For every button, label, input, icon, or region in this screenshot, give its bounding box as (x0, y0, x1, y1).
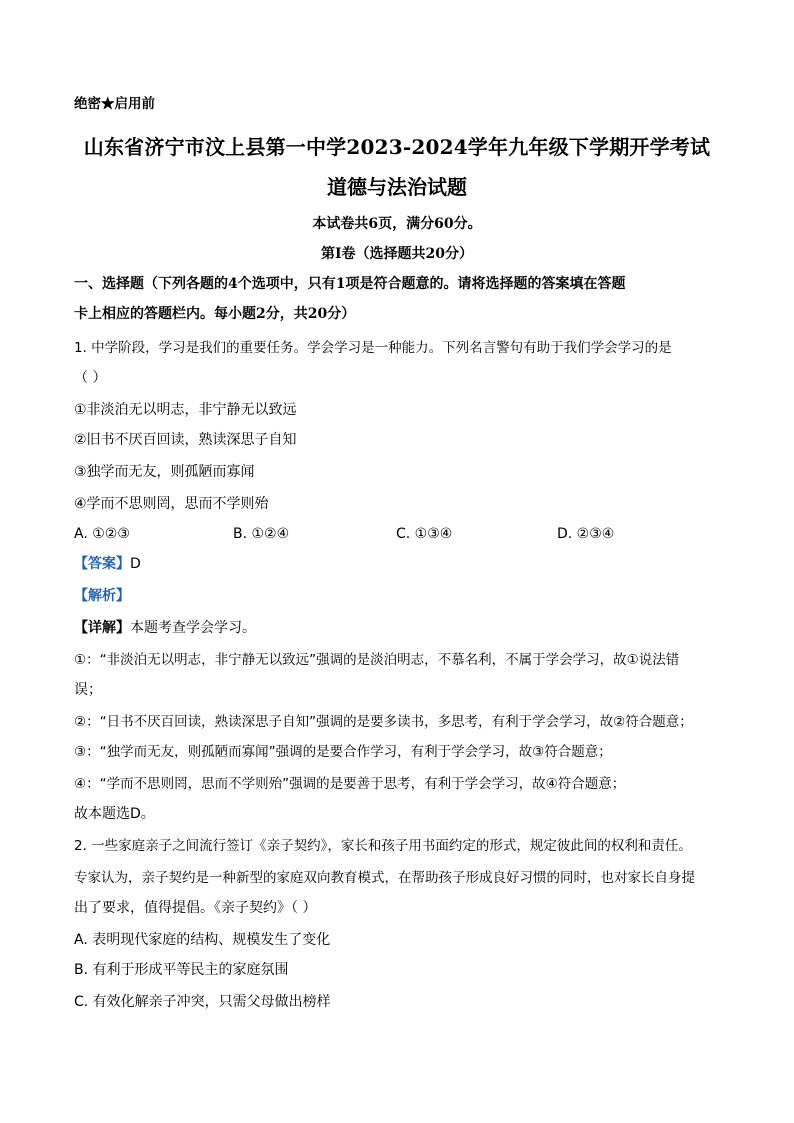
section-instruction-line2: 卡上相应的答题栏内。每小题2分，共20分） (74, 306, 356, 322)
q1-explain-4: ④：“学而不思则罔，思而不学则殆”强调的是要善于思考，有利于学会学习，故④符合题意； (74, 776, 626, 792)
q1-item-3: ③独学而无友，则孤陋而寡闻 (74, 464, 255, 480)
q1-answer (74, 554, 141, 574)
answer-label: 【答案】 (74, 556, 130, 572)
q2-stem-3: 出了要求，值得提倡。《亲子契约》（ ） (74, 900, 317, 916)
q2-stem-2: 专家认为，亲子契约是一种新型的家庭双向教育模式，在帮助孩子形成良好习惯的同时，也对家长自身提 (74, 870, 695, 886)
q1-explain-3: ③：“独学而无友，则孤陋而寡闻”强调的是要合作学习，有利于学会学习，故③符合题意； (74, 744, 612, 760)
secret-label: 绝密★启用前 (74, 96, 155, 112)
analysis-label: 【解析】 (74, 588, 130, 604)
q2-option-a: A. 表明现代家庭的结构、规模发生了变化 (74, 932, 331, 948)
q1-option-a: A. ①②③ (74, 526, 130, 542)
q1-conclusion: 故本题选D。 (74, 806, 155, 822)
answer-value: D (130, 556, 141, 572)
q1-bracket: （ ） (74, 370, 107, 386)
q1-explain-2: ②：“日书不厌百回读，熟读深思子自知”强调的是要多读书，多思考，有利于学会学习，故②符合题意； (74, 714, 693, 730)
q1-explain-1-cont: 误； (74, 682, 102, 698)
volume-heading: 第I卷（选择题共20分） (320, 246, 474, 262)
q1-item-4: ④学而不思则罔，思而不学则殆 (74, 496, 269, 512)
exam-info: 本试卷共6页，满分60分。 (312, 216, 482, 232)
q1-item-2: ②旧书不厌百回读，熟读深思子自知 (74, 432, 297, 448)
q1-option-c: C. ①③④ (396, 526, 453, 542)
q1-detail (74, 618, 256, 638)
q2-option-b: B. 有利于形成平等民主的家庭氛围 (74, 962, 289, 978)
q1-option-d: D. ②③④ (557, 526, 615, 542)
detail-label: 【详解】 (74, 620, 130, 636)
detail-text: 本题考查学会学习。 (130, 620, 256, 636)
q1-stem: 1. 中学阶段，学习是我们的重要任务。学会学习是一种能力。下列名言警句有助于我们学会学习的是 (74, 340, 672, 356)
q1-analysis (74, 586, 130, 606)
exam-subject: 道德与法治试题 (327, 175, 467, 199)
q1-item-1: ①非淡泊无以明志，非宁静无以致远 (74, 402, 297, 418)
q1-option-b: B. ①②④ (233, 526, 290, 542)
q2-option-c: C. 有效化解亲子冲突，只需父母做出榜样 (74, 994, 331, 1010)
exam-title: 山东省济宁市汶上县第一中学2023-2024学年九年级下学期开学考试 (83, 135, 711, 159)
q1-explain-1: ①：“非淡泊无以明志，非宁静无以致远”强调的是淡泊明志，不慕名利，不属于学会学习，故①说法错 (74, 652, 680, 668)
section-instruction-line1: 一、选择题（下列各题的4个选项中，只有1项是符合题意的。请将选择题的答案填在答题 (74, 276, 626, 292)
q2-stem-1: 2. 一些家庭亲子之间流行签订《亲子契约》，家长和孩子用书面约定的形式，规定彼此间的权利和责任。 (74, 838, 692, 854)
